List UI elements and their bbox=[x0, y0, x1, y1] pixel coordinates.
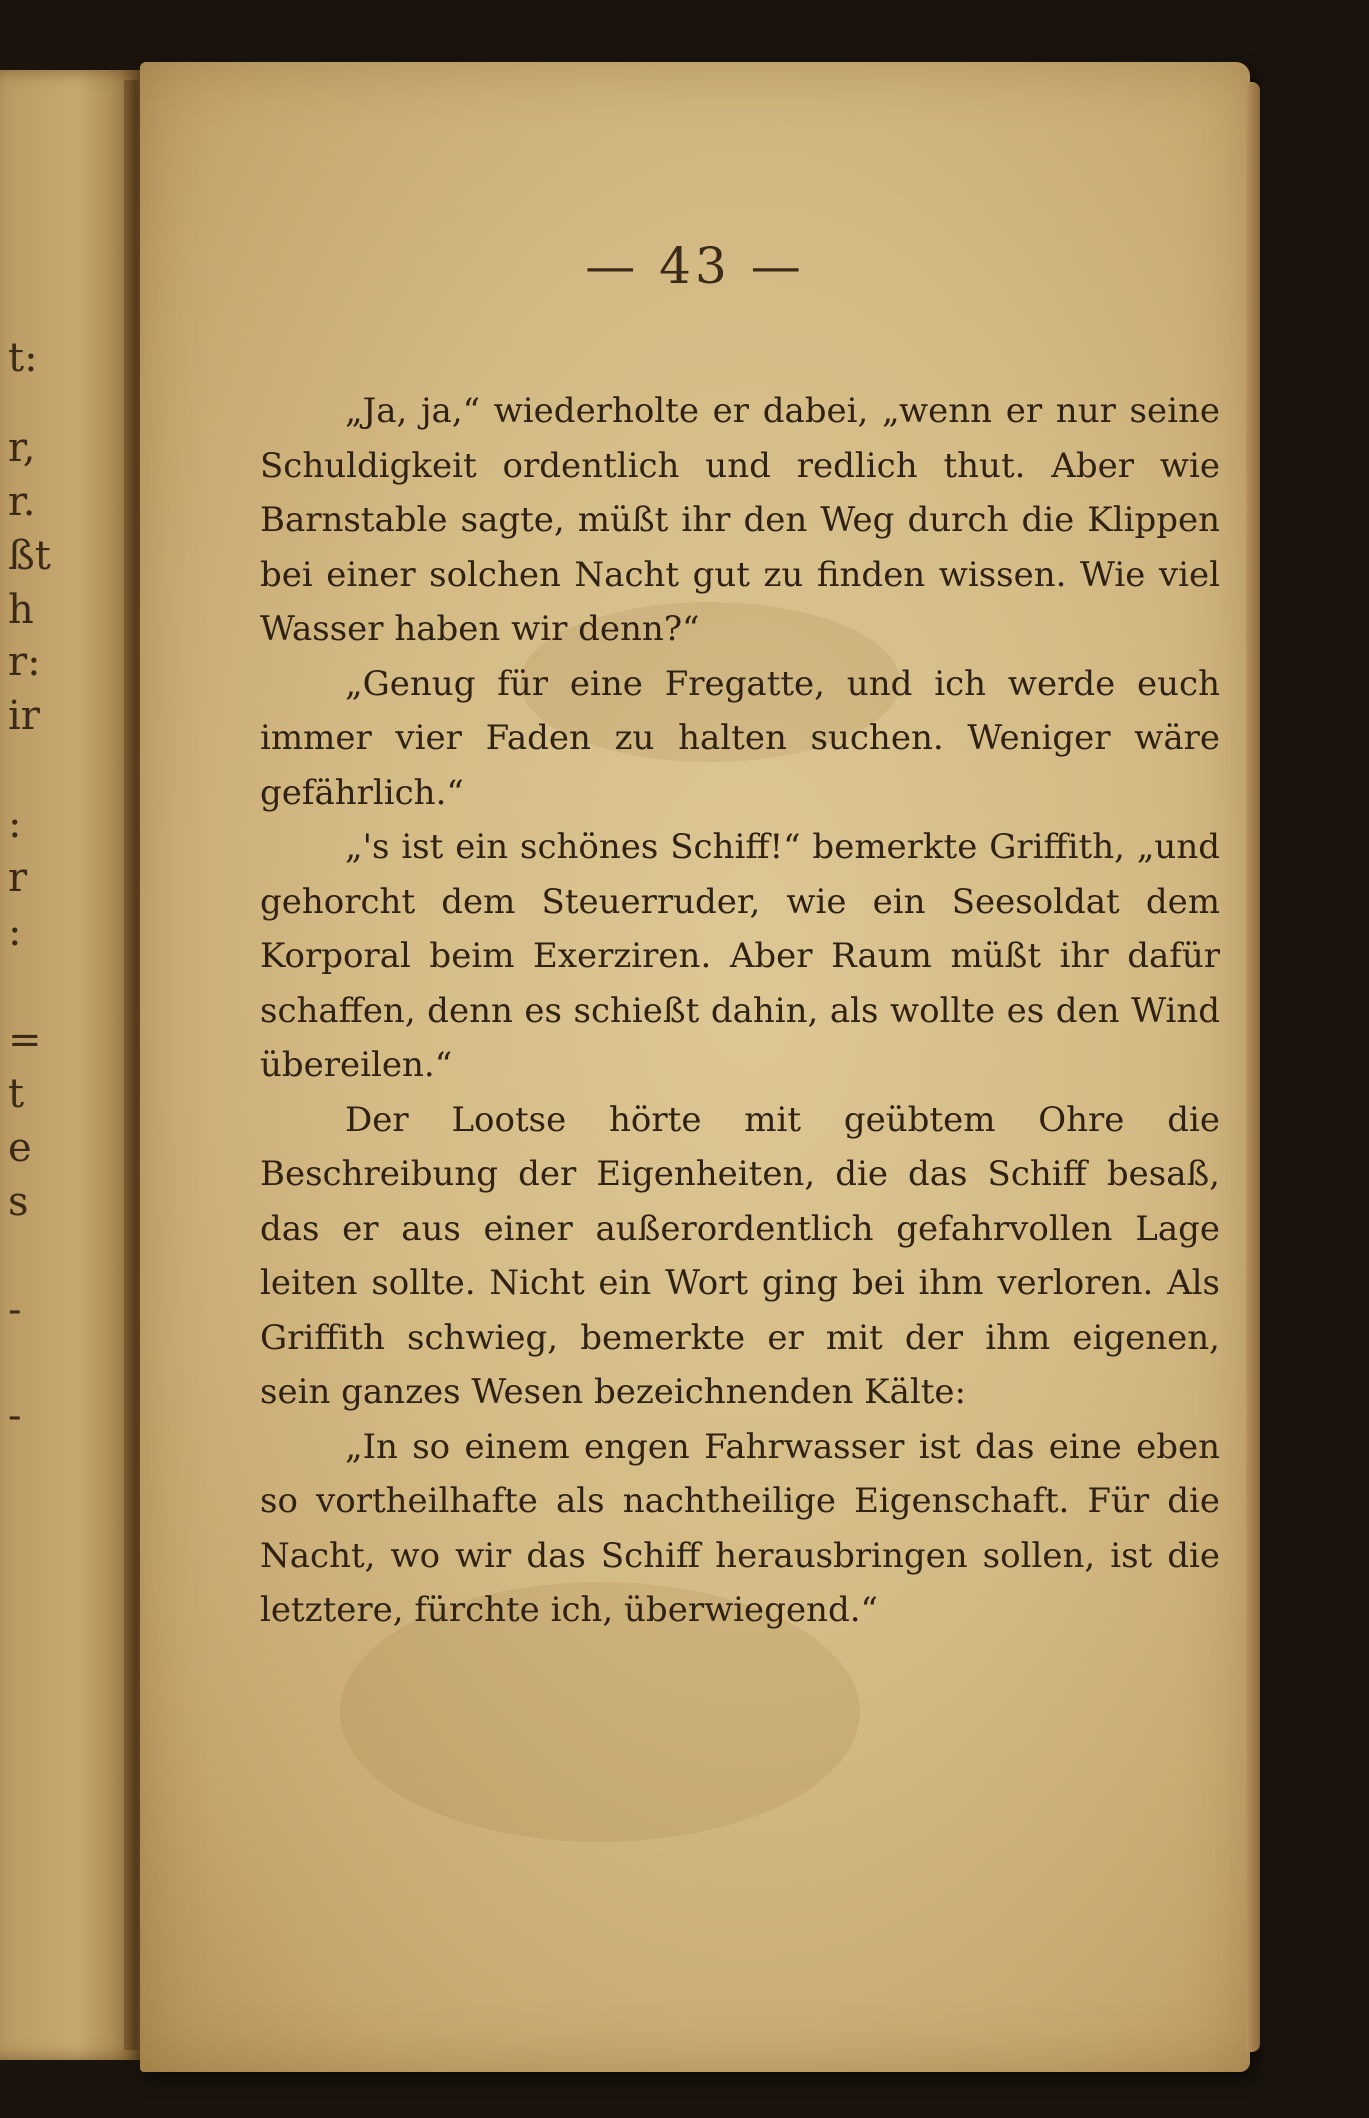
left-fragment: r, bbox=[8, 425, 36, 471]
paragraph: „Ja, ja,“ wiederholte er dabei, „wenn er nur seine Schuldigkeit ordentlich und redlich thut. Aber wie Barnstable sagte, müßt ihr den Weg durch die Klippen bei einer solchen Nacht gut zu finden wissen. Wie viel Wasser haben wir denn?“ bbox=[260, 391, 1220, 649]
left-fragment: : bbox=[8, 801, 22, 847]
left-fragment: r: bbox=[8, 639, 41, 685]
left-fragment: = bbox=[8, 1017, 42, 1063]
paragraph: Der Lootse hörte mit geübtem Ohre die Beschreibung der Eigenheiten, die das Schiff besaß, das er aus einer außerordentlich gefahrvollen Lage leiten sollte. Nicht ein Wort ging bei ihm verloren. Als Griffith schwieg, bemerkte er mit der ihm eigenen, sein ganzes Wesen bezeichnenden Kälte: bbox=[260, 1099, 1220, 1412]
left-fragment: e bbox=[8, 1125, 32, 1171]
left-fragment: r. bbox=[8, 479, 36, 525]
left-fragment: r bbox=[8, 855, 28, 901]
body-text bbox=[260, 384, 1220, 1638]
left-fragment: : bbox=[8, 909, 22, 955]
left-fragment: - bbox=[8, 1287, 22, 1333]
page-edge bbox=[1246, 82, 1260, 2052]
page-number: — 43 — bbox=[585, 237, 805, 295]
paragraph: „In so einem engen Fahrwasser ist das eine eben so vortheilhafte als nachtheilige Eigenschaft. Für die Nacht, wo wir das Schiff herausbringen sollen, ist die letztere, fürchte ich, überwiegend.“ bbox=[260, 1426, 1220, 1630]
left-page-text-fragments bbox=[0, 70, 60, 2060]
left-fragment: t: bbox=[8, 335, 38, 381]
left-fragment: ir bbox=[8, 693, 40, 739]
left-fragment: - bbox=[8, 1393, 22, 1439]
left-fragment: h bbox=[8, 587, 34, 633]
left-fragment: t bbox=[8, 1071, 25, 1117]
right-page bbox=[140, 62, 1250, 2072]
paragraph: „'s ist ein schönes Schiff!“ bemerkte Griffith, „und gehorcht dem Steuerruder, wie ein Seesoldat dem Korporal beim Exerziren. Aber Raum müßt ihr dafür schaffen, denn es schießt dahin, als wollte es den Wind übereilen.“ bbox=[260, 827, 1220, 1085]
paragraph: „Genug für eine Fregatte, und ich werde euch immer vier Faden zu halten suchen. Weniger wäre gefährlich.“ bbox=[260, 663, 1220, 813]
left-page bbox=[0, 70, 140, 2060]
left-fragment: s bbox=[8, 1179, 29, 1225]
left-fragment: ßt bbox=[8, 533, 51, 579]
